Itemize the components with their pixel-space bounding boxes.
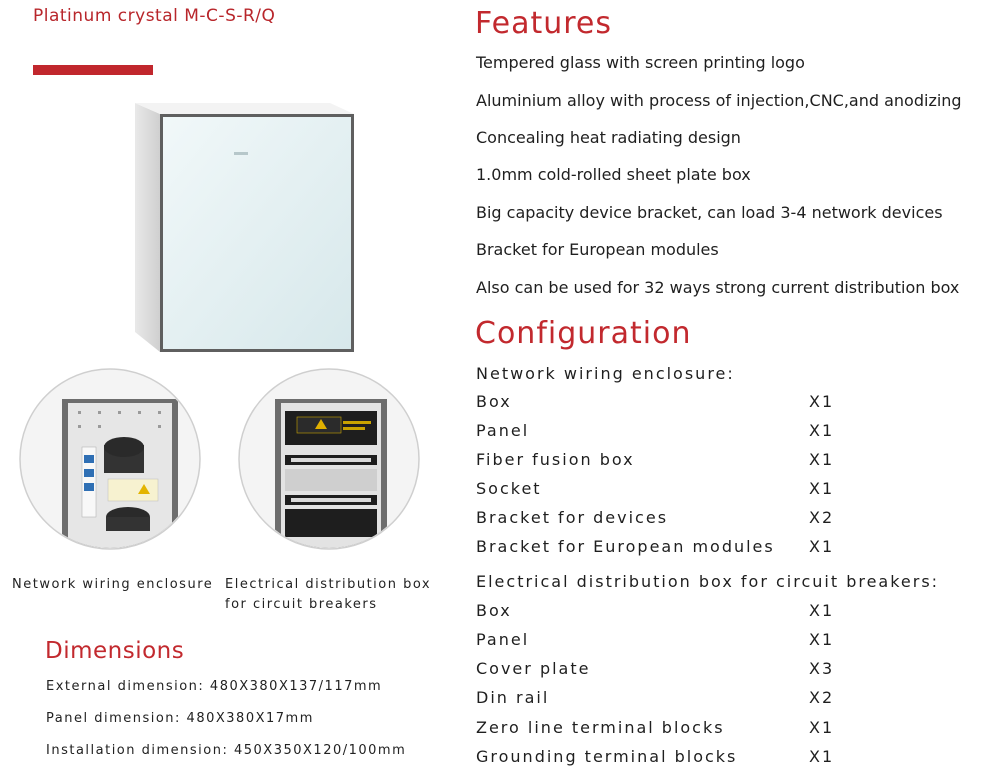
config-item-name: Bracket for devices [476,508,669,527]
electrical-config-title: Electrical distribution box for circuit breakers: [476,572,940,591]
feature-item: Big capacity device bracket, can load 3-4 network devices [476,203,943,222]
feature-item: Bracket for European modules [476,240,719,259]
external-dimension: External dimension: 480X380X137/117mm [46,679,383,694]
network-enclosure-image [18,367,202,551]
configuration-heading: Configuration [475,316,692,351]
electrical-box-caption-line1: Electrical distribution box [225,577,432,592]
feature-item: Concealing heat radiating design [476,128,741,147]
config-item-name: Cover plate [476,659,591,678]
features-heading: Features [475,6,612,41]
config-item-name: Fiber fusion box [476,450,635,469]
feature-item: 1.0mm cold-rolled sheet plate box [476,165,751,184]
config-item-qty: X1 [809,392,835,411]
config-item-name: Panel [476,630,530,649]
config-item-qty: X1 [809,630,835,649]
config-item-name: Grounding terminal blocks [476,747,738,766]
network-enclosure-caption: Network wiring enclosure [12,577,214,592]
config-item-name: Bracket for European modules [476,537,775,556]
config-item-name: Din rail [476,688,550,707]
config-item-name: Zero line terminal blocks [476,718,725,737]
electrical-box-image [237,367,421,551]
electrical-box-caption-line2: for circuit breakers [225,597,378,612]
product-title: Platinum crystal M-C-S-R/Q [33,6,276,26]
panel-dimension: Panel dimension: 480X380X17mm [46,711,314,726]
config-item-qty: X1 [809,479,835,498]
config-item-qty: X1 [809,537,835,556]
dimensions-heading: Dimensions [45,638,185,664]
installation-dimension: Installation dimension: 450X350X120/100mm [46,743,407,758]
feature-item: Aluminium alloy with process of injection,CNC,and anodizing [476,91,962,110]
network-config-title: Network wiring enclosure: [476,364,735,383]
feature-item: Also can be used for 32 ways strong current distribution box [476,278,960,297]
config-item-name: Box [476,392,512,411]
config-item-qty: X3 [809,659,835,678]
product-image [130,100,360,355]
config-item-name: Box [476,601,512,620]
config-item-qty: X1 [809,718,835,737]
config-item-name: Socket [476,479,542,498]
config-item-qty: X1 [809,450,835,469]
config-item-qty: X1 [809,601,835,620]
config-item-qty: X1 [809,747,835,766]
config-item-qty: X1 [809,421,835,440]
config-item-name: Panel [476,421,530,440]
feature-item: Tempered glass with screen printing logo [476,53,805,72]
config-item-qty: X2 [809,688,835,707]
accent-bar [33,65,153,75]
config-item-qty: X2 [809,508,835,527]
